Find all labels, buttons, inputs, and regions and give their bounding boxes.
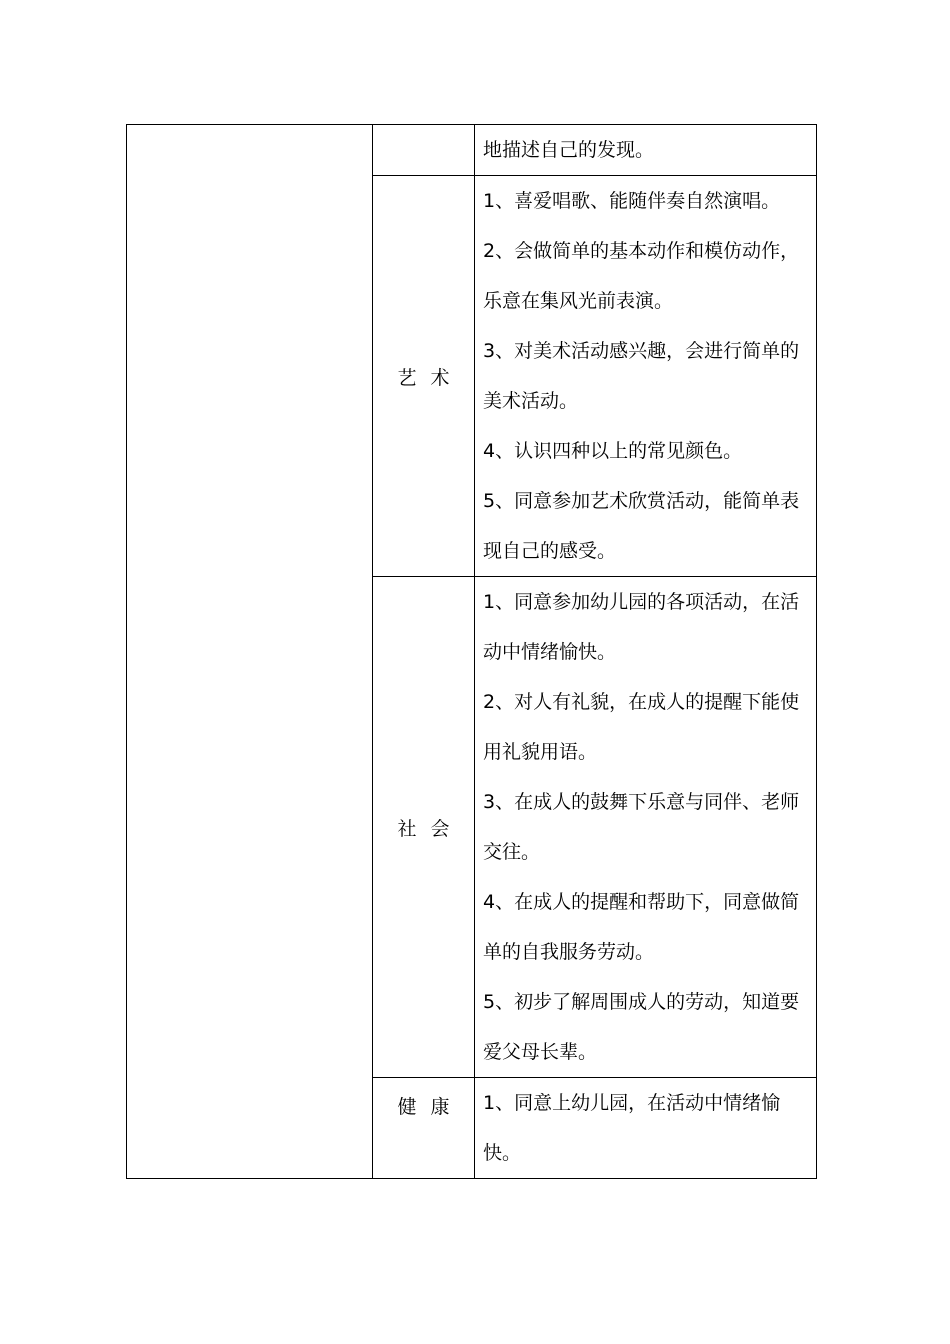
- content-line: 快。: [483, 1142, 522, 1164]
- content-line: 3、对美术活动感兴趣，会进行简单的: [483, 340, 800, 362]
- content-cell-social: [475, 577, 817, 1078]
- category-health: 健康: [373, 1078, 475, 1179]
- content-line: 用礼貌用语。: [483, 741, 598, 763]
- content-line: 2、会做简单的基本动作和模仿动作，: [483, 240, 800, 262]
- content-line: 1、同意参加幼儿园的各项活动，在活: [483, 591, 800, 613]
- content-line: 1、同意上幼儿园，在活动中情绪愉: [483, 1092, 781, 1114]
- content-line: 美术活动。: [483, 390, 579, 412]
- content-line: 1、喜爱唱歌、能随伴奏自然演唱。: [483, 190, 781, 212]
- content-cell-health: [475, 1078, 817, 1179]
- content-line: 乐意在集风光前表演。: [483, 290, 674, 312]
- content-line: 5、同意参加艺术欣赏活动，能简单表: [483, 490, 800, 512]
- content-line: 2、对人有礼貌，在成人的提醒下能使: [483, 691, 800, 713]
- content-line: 地描述自己的发现。: [483, 139, 655, 161]
- content-line: 单的自我服务劳动。: [483, 941, 655, 963]
- empty-left-cell: [127, 125, 373, 1179]
- category-cell-empty: [373, 125, 475, 176]
- content-line: 4、在成人的提醒和帮助下，同意做简: [483, 891, 800, 913]
- category-art: 艺术: [373, 176, 475, 577]
- content-cell-art: [475, 176, 817, 577]
- content-cell-continued: [475, 125, 817, 176]
- content-line: 现自己的感受。: [483, 540, 617, 562]
- content-line: 动中情绪愉快。: [483, 641, 617, 663]
- goals-table: [126, 124, 817, 1179]
- content-line: 5、初步了解周围成人的劳动，知道要: [483, 991, 800, 1013]
- content-line: 4、认识四种以上的常见颜色。: [483, 440, 743, 462]
- content-line: 爱父母长辈。: [483, 1041, 598, 1063]
- content-line: 交往。: [483, 841, 541, 863]
- table-row-continued: [127, 125, 817, 176]
- content-line: 3、在成人的鼓舞下乐意与同伴、老师: [483, 791, 800, 813]
- category-social: 社会: [373, 577, 475, 1078]
